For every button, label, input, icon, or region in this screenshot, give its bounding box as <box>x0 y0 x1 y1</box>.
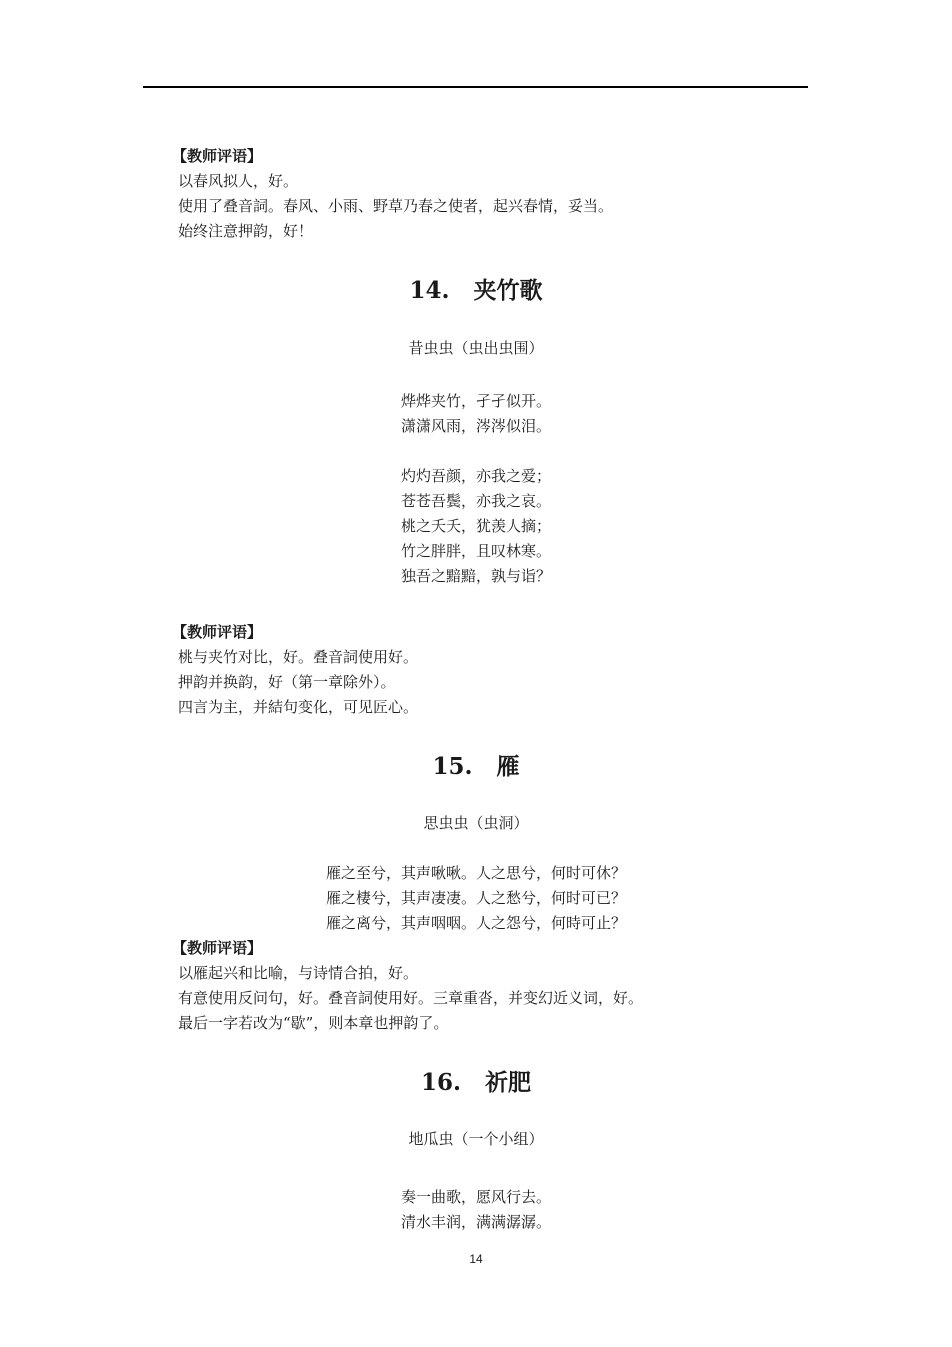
teacher-comment-label: 【教师评语】 <box>172 147 263 165</box>
poem-line: 奏一曲歌，愿风行去。 <box>400 1188 551 1206</box>
comment-line: 以雁起兴和比喻，与诗情合拍，好。 <box>178 964 419 982</box>
comment-line: 始终注意押韵，好！ <box>178 222 314 240</box>
section-title-text: 雁 <box>496 753 520 780</box>
section-title-16 <box>0 1068 952 1098</box>
poem-line: 清水丰润，满满潺潺。 <box>400 1213 551 1231</box>
poem-author: 地瓜虫（一个小组） <box>408 1130 544 1148</box>
comment-line: 桃与夹竹对比，好。叠音詞使用好。 <box>178 648 419 666</box>
section-title-text: 祈肥 <box>485 1069 531 1096</box>
section-number: 14. <box>409 277 450 304</box>
section-number: 16. <box>420 1069 461 1096</box>
teacher-comment-label: 【教师评语】 <box>172 623 263 641</box>
section-number: 15. <box>432 753 473 780</box>
comment-line: 押韵并换韵，好（第一章除外）。 <box>178 673 396 691</box>
comment-line: 以春风拟人，好。 <box>178 172 299 190</box>
page-number: 14 <box>469 1252 483 1266</box>
comment-line: 有意使用反问句，好。叠音詞使用好。三章重沓，并变幻近义词，好。 <box>178 989 644 1007</box>
poem-line: 雁之离兮，其声咽咽。人之怨兮，何時可止？ <box>325 914 626 932</box>
section-title-15 <box>0 752 952 782</box>
header-rule <box>143 86 808 88</box>
poem-author: 思虫虫（虫洞） <box>423 814 529 832</box>
poem-stanza <box>0 389 952 439</box>
poem-line: 桃之夭夭，犹羡人摘； <box>400 517 551 535</box>
poem-author: 昔虫虫（虫出虫围） <box>408 339 544 357</box>
teacher-comment-label: 【教师评语】 <box>172 939 263 957</box>
comment-line: 使用了叠音詞。春风、小雨、野草乃春之使者，起兴春情，妥当。 <box>178 197 614 215</box>
poem-line: 苍苍吾鬓，亦我之哀。 <box>400 492 551 510</box>
poem-line: 潇潇风雨，涔涔似泪。 <box>400 417 551 435</box>
section-title-text: 夹竹歌 <box>473 277 543 304</box>
poem-line: 竹之胖胖，且叹林寒。 <box>400 542 551 560</box>
comment-line: 最后一字若改为“歇”，则本章也押韵了。 <box>178 1014 449 1032</box>
poem-line: 灼灼吾颜，亦我之爱； <box>400 467 551 485</box>
poem-line: 独吾之黯黯，孰与诣？ <box>400 567 551 585</box>
poem-stanza <box>0 1185 952 1235</box>
poem-stanza <box>0 464 952 589</box>
poem-line: 烨烨夹竹，孑孑似开。 <box>400 392 551 410</box>
poem-line: 雁之棲兮，其声凄凄。人之愁兮，何时可已？ <box>325 889 626 907</box>
poem-line: 雁之至兮，其声啾啾。人之思兮，何时可休？ <box>325 864 626 882</box>
section-title-14 <box>0 276 952 306</box>
comment-line: 四言为主，并結句变化，可见匠心。 <box>178 698 419 716</box>
poem-stanza <box>0 861 952 936</box>
